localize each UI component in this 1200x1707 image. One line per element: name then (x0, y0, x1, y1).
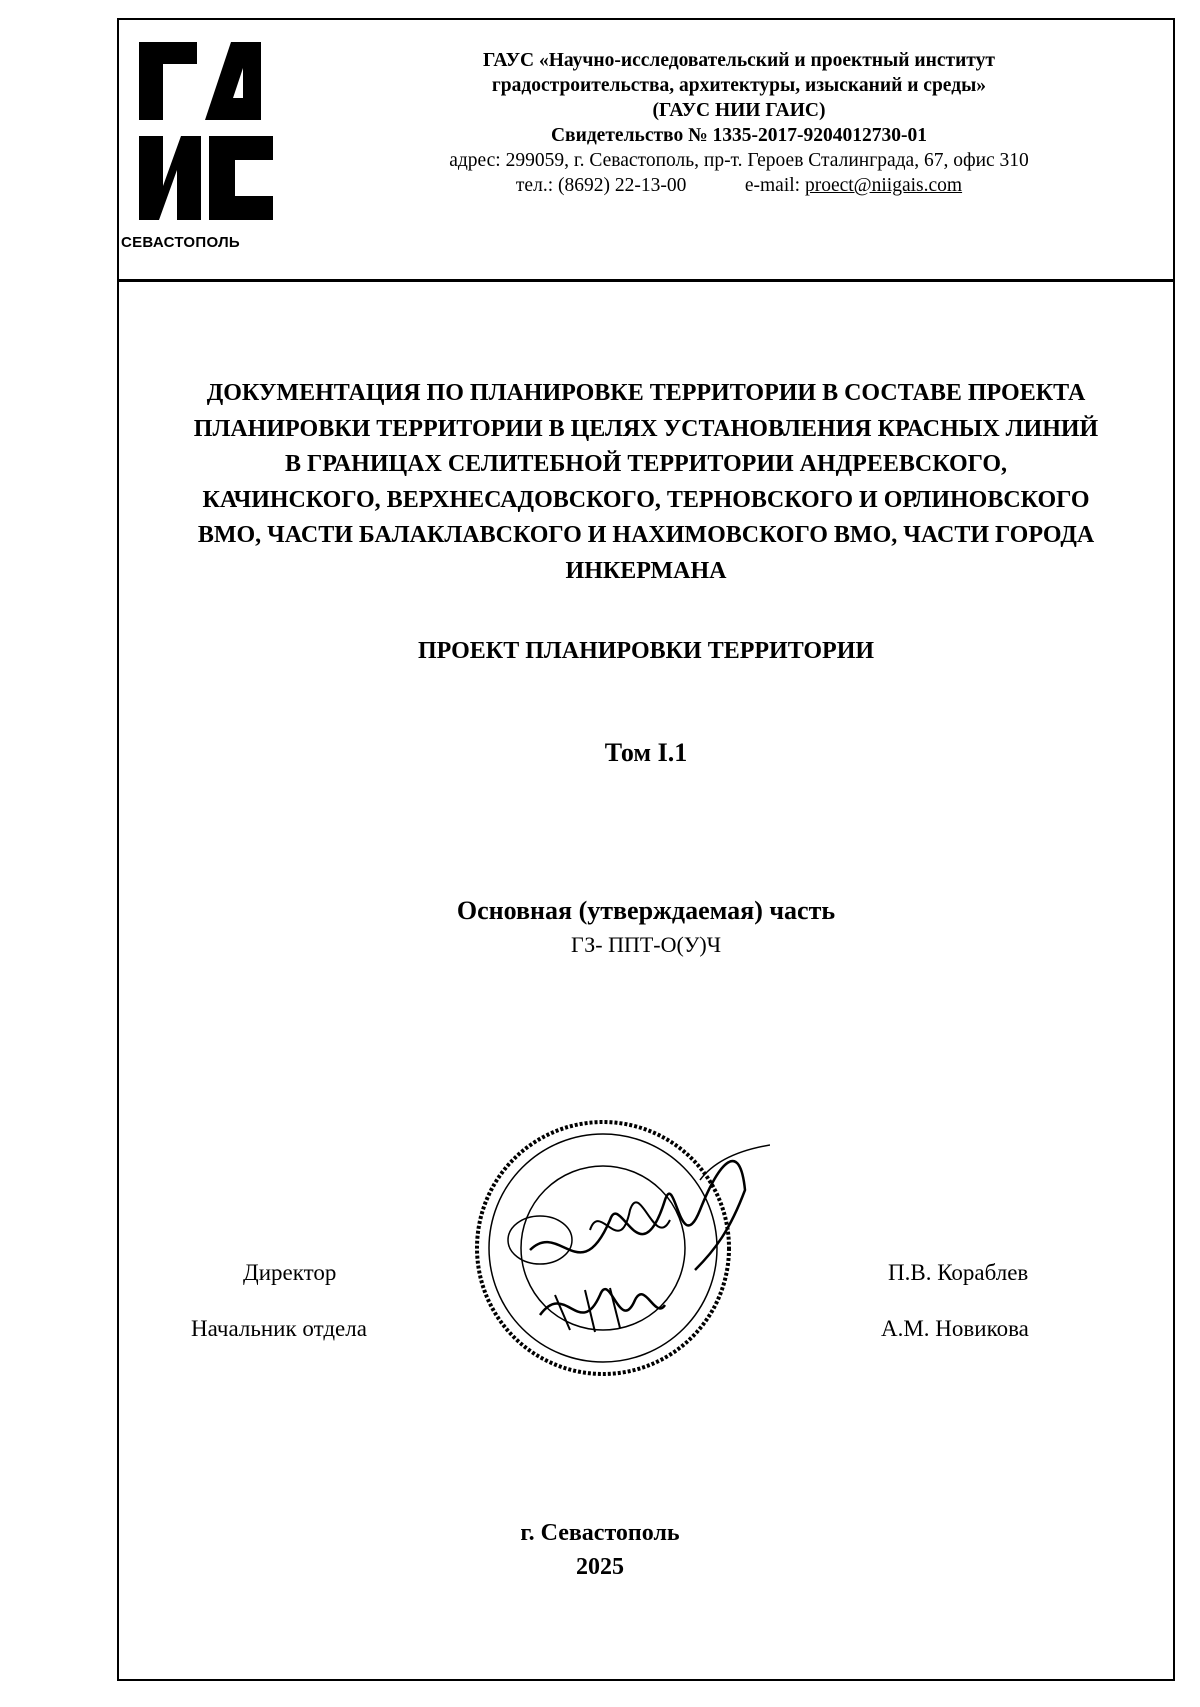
title-line: ПЛАНИРОВКИ ТЕРРИТОРИИ В ЦЕЛЯХ УСТАНОВЛЕНИЯ КРАСНЫХ ЛИНИЙ (193, 415, 1099, 442)
footer-year: 2025 (576, 1554, 624, 1580)
logo-caption: СЕВАСТОПОЛЬ (121, 234, 240, 251)
signature-name-head: А.М. Новикова (881, 1316, 1029, 1341)
volume-number: Том I.1 (604, 738, 688, 767)
part-title: Основная (утверждаемая) часть (456, 896, 836, 925)
signature-position-head: Начальник отдела (191, 1316, 367, 1341)
round-seal-with-signatures-icon (470, 1100, 770, 1390)
org-name-line-1: ГАУС «Научно-исследовательский и проектный институт (483, 50, 995, 71)
signature-name-director: П.В. Кораблев (888, 1260, 1029, 1285)
title-line: ИНКЕРМАНА (565, 557, 727, 584)
org-certificate: Свидетельство № 1335-2017-9204012730-01 (550, 125, 928, 146)
signature-position-director: Директор (243, 1260, 337, 1285)
document-title (119, 376, 1173, 589)
org-address: адрес: 299059, г. Севастополь, пр-т. Героев Сталинграда, 67, офис 310 (449, 150, 1029, 171)
org-contacts (319, 173, 1159, 198)
title-line: ДОКУМЕНТАЦИЯ ПО ПЛАНИРОВКЕ ТЕРРИТОРИИ В СОСТАВЕ ПРОЕКТА (206, 380, 1086, 406)
title-line: КАЧИНСКОГО, ВЕРХНЕСАДОВСКОГО, ТЕРНОВСКОГО И ОРЛИНОВСКОГО (202, 486, 1090, 513)
document-header (119, 20, 1173, 282)
document-frame (117, 18, 1175, 1681)
org-abbreviation: (ГАУС НИИ ГАИС) (652, 100, 826, 121)
document-footer (0, 1516, 1200, 1584)
title-line: ВМО, ЧАСТИ БАЛАКЛАВСКОГО И НАХИМОВСКОГО ВМО, ЧАСТИ ГОРОДА (197, 522, 1095, 548)
organization-block (319, 48, 1159, 198)
title-line: В ГРАНИЦАХ СЕЛИТЕБНОЙ ТЕРРИТОРИИ АНДРЕЕВСКОГО, (284, 451, 1008, 477)
document-subtitle: ПРОЕКТ ПЛАНИРОВКИ ТЕРРИТОРИИ (417, 638, 875, 664)
document-code: ГЗ- ППТ-О(У)Ч (570, 932, 722, 957)
org-email-label: e-mail: (744, 175, 805, 196)
footer-city: г. Севастополь (520, 1520, 680, 1546)
org-name-line-2: градостроительства, архитектуры, изысканий и среды» (491, 75, 987, 96)
org-phone: тел.: (8692) 22-13-00 (515, 175, 687, 196)
org-email-link[interactable]: proect@niigais.com (804, 175, 963, 196)
